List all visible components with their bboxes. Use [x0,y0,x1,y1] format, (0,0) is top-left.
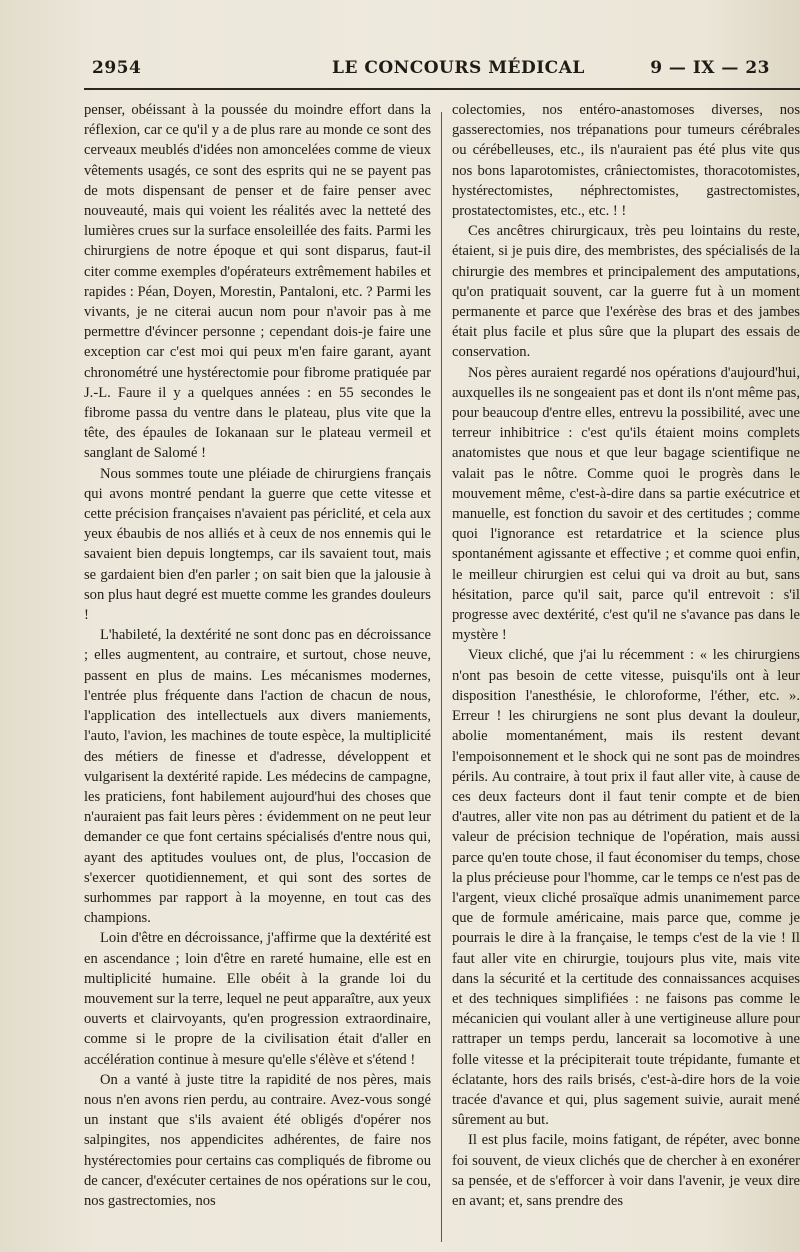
paragraph: colectomies, nos entéro-anastomoses diverses, nos gasserectomies, nos trépanations pour tumeurs cérébrales ou cérébelleuses, etc., ils n'auraient pas été plus vite qus nos bons laparotomistes, crâniectomistes, thoracotomistes, hystérectomistes, néphrectomistes, gastrectomistes, prostatectomistes, etc., etc. ! ! [452,102,800,220]
paragraph: Nous sommes toute une pléiade de chirurgiens français qui avons montré pendant la guerre que cette vitesse et cette précision françaises n'avaient pas périclité, et cela aux yeux ébaubis de nos alliés et à ceux de nos ennemis qui le savaient bien depuis longtemps, car ils savaient tout, mais se gardaient bien d'en parler ; on sait bien que la jalousie à son plus haut degré est muette comme les grandes douleurs ! [84,465,431,624]
page-header [92,58,770,84]
paragraph: penser, obéissant à la poussée du moindre effort dans la réflexion, car ce qu'il y a de plus rare au monde ce sont des cerveaux meublés d'idées non amoncelées comme de vieux vêtements usagés, ce sont des esprits qui ne se payent pas de mots dispensant de penser et de faire penser avec nouveauté, mais qui voient les réalités avec la netteté des lumières crues sur la surface ensoleillée des faits. Parmi les chirurgiens de notre époque et qui sont disparus, faut-il citer comme exemples d'opérateurs extrêmement habiles et rapides : Péan, Doyen, Morestin, Pantaloni, etc. ? Parmi les vivants, je ne citerai aucun nom pour n'avoir pas à me permettre d'évincer personne ; cependant dois-je faire une exception car c'est moi qui peux m'en faire garant, ayant chronométré une hystérectomie pour fibrome pratiquée par J.-L. Faure il y a quelques années : en 55 secondes le fibrome passa du ventre dans le plateau, plus vite que la tête, des épaules de Iokanaan sur le plateau vermeil et sanglant de Salomé ! [84,102,431,462]
paragraph: Il est plus facile, moins fatigant, de répéter, avec bonne foi souvent, de vieux clichés que de chercher à en exonérer sa pensée, et de s'efforcer à voir dans l'avenir, je veux dire en avant; et, sans prendre des [452,1132,800,1209]
issue-date: 9 — IX — 23 [650,58,770,78]
paragraph: Ces ancêtres chirurgicaux, très peu lointains du reste, étaient, si je puis dire, des membristes, des spécialisés de la chirurgie des membres et principalement des amputations, qu'on pratiquait souvent, car la guerre fut à un moment permanente et parce que l'exérèse des bras et des jambes était plus facile et plus sûre que la plupart des essais de conservation. [452,223,800,361]
header-rule [84,88,800,90]
paragraph: On a vanté à juste titre la rapidité de nos pères, mais nous n'en avons rien perdu, au contraire. Avez-vous songé un instant que s'ils avaient été obligés d'opérer nos salpingites, nos appendicites adhérentes, de faire nos hystérectomies pour certains cas compliqués de fibrome ou de cancer, d'exécuter certaines de nos opérations sur le cou, nos gastrectomies, nos [84,1071,431,1209]
paragraph: L'habileté, la dextérité ne sont donc pas en décroissance ; elles augmentent, au contraire, et surtout, chose neuve, passent en plus de mains. Les mécanismes modernes, l'entrée plus fréquente dans l'action de chacun de nous, l'application des intellectuels aux divers maniements, l'auto, l'avion, les machines de toute espèce, la multiplicité des métiers de finesse et d'adresse, développent et vulgarisent la dextérité rapide. Les médecins de campagne, les praticiens, font habilement aujourd'hui des choses que n'auraient pas fait leurs pères : évidemment on ne peut leur demander ce que font certains spécialisés d'entre nous qui, ayant des aptitudes voulues ont, de plus, l'occasion de s'exercer quotidiennement, et qui sont des sortes de surhommes par rapport à la moyenne, en tout cas des champions. [84,627,431,927]
paragraph: Nos pères auraient regardé nos opérations d'aujourd'hui, auxquelles ils ne songeaient pas et dont ils n'ont même pas, pour beaucoup d'entre elles, entrevu la possibilité, avec une terreur inhibitrice : c'est qu'ils étaient moins complets anatomistes que nous et que leur bagage scientifique ne valait pas le nôtre. Comme quoi le progrès dans le mouvement même, c'est-à-dire dans sa partie exécutrice et manuelle, est fonction du savoir et des certitudes ; comme quoi l'ignorance est retardatrice et la science plus spontanément agissante et effective ; et comme quoi enfin, le meilleur chirurgien est celui qui va droit au but, sans hésitation, parce qu'il sait, parce qu'il entrevoit : s'il progresse avec dextérité, c'est qu'il ne s'avance pas dans le mystère ! [452,364,800,644]
paragraph: Vieux cliché, que j'ai lu récemment : « les chirurgiens n'ont pas besoin de cette vitesse, puisqu'ils ont à leur disposition l'anesthésie, le chloroforme, l'éther, etc. ». Erreur ! les chirurgiens ne sont plus devant la douleur, abolie momentanément, mais ils restent devant l'empoisonnement et le shock qui ne sont pas de moindres périls. Au contraire, à tout prix il faut aller vite, à cause de ces deux facteurs dont il faut tenir compte et de bien d'autres, aller vite non pas au détriment du patient et de la valeur de précision technique de l'opération, mais aussi parce qu'en toute chose, il faut économiser du temps, chose la plus précieuse pour l'homme, car le temps ce n'est pas de l'argent, vieux cliché prosaïque admis unanimement parce que de formule américaine, mais parce que, comme je pourrais le dire à la française, le temps c'est de la vie ! Il faut aller vite en chirurgie, toujours plus vite, mais vite dans la sécurité et la certitude des connaissances acquises et des techniques simplifiées : ne faisons pas comme le mécanicien qui voulant aller à une vertigineuse allure pour rattraper un temps perdu, lancerait sa locomotive à une folle vitesse et la précipiterait toute trépidante, fumante et éclatante, hors des rails brisés, c'est-à-dire hors de la voie tracée d'avance et qui, plus sagement suivie, aurait mené sûrement au but. [452,647,800,1129]
column-divider [441,112,442,1242]
paragraph: Loin d'être en décroissance, j'affirme que la dextérité est en ascendance ; loin d'être en rareté humaine, elle est en multiplicité humaine. Elle obéit à la grande loi du mouvement sur la terre, lequel ne peut apparaître, aux yeux ouverts et clairvoyants, qu'en progression extraordinaire, comme si le propre de la civilisation était d'aller en accélération continue à mesure qu'elle s'élève et s'étend ! [84,930,431,1068]
right-column [452,100,800,1234]
journal-title: LE CONCOURS MÉDICAL [332,58,585,78]
left-column [84,100,431,1234]
page-number: 2954 [92,58,142,78]
